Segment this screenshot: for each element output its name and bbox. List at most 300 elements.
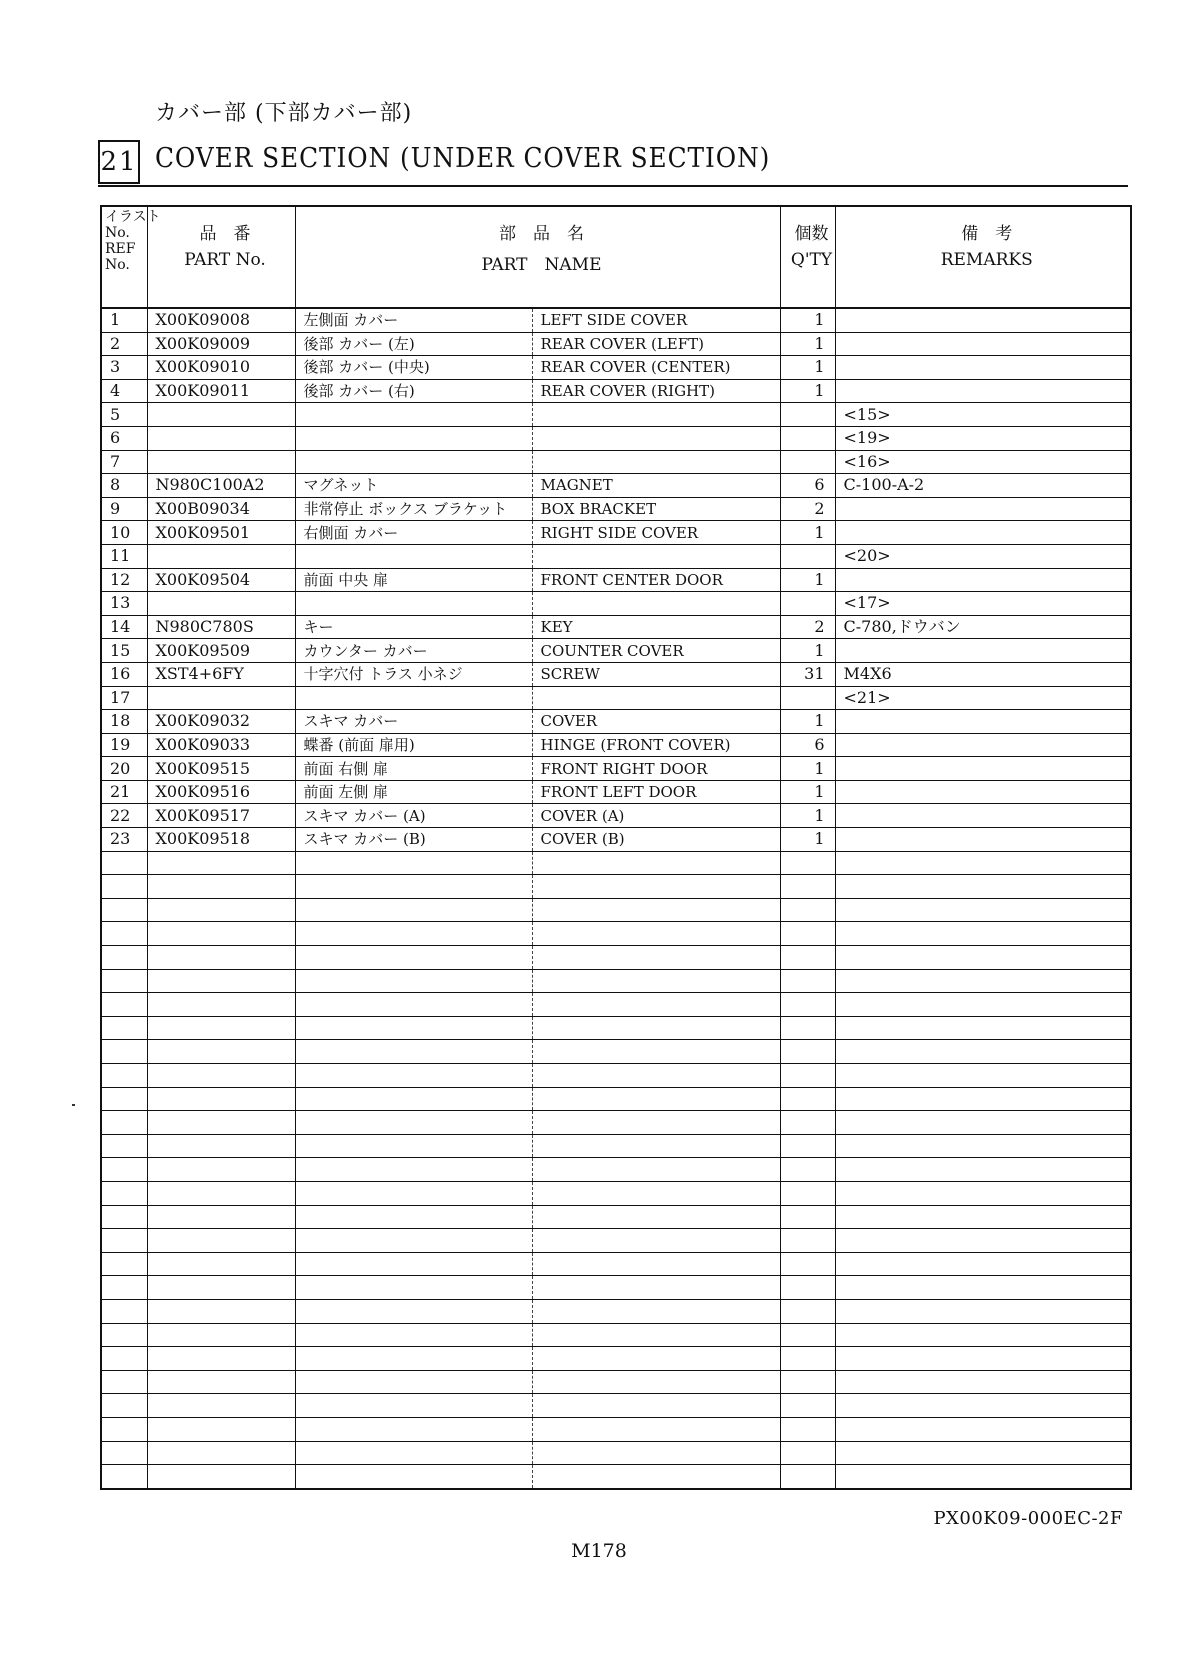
blank-table-row <box>101 1181 1131 1205</box>
blank-ref-cell <box>101 1370 147 1394</box>
part-name-jp-cell: 後部 カバー (左) <box>295 332 532 356</box>
blank-part-name-en-cell <box>532 1134 780 1158</box>
blank-table-row <box>101 1134 1131 1158</box>
blank-part-name-jp-cell <box>295 1323 532 1347</box>
blank-ref-cell <box>101 1064 147 1088</box>
blank-part-name-jp-cell <box>295 1276 532 1300</box>
part-name-jp-cell: スキマ カバー (B) <box>295 828 532 852</box>
part-no-cell: X00B09034 <box>147 497 295 521</box>
qty-cell: 6 <box>780 733 835 757</box>
blank-table-row <box>101 993 1131 1017</box>
remarks-cell: M4X6 <box>835 662 1131 686</box>
part-name-en-cell: FRONT RIGHT DOOR <box>532 757 780 781</box>
part-name-en-cell: COVER (A) <box>532 804 780 828</box>
en-section-title: COVER SECTION (UNDER COVER SECTION) <box>155 143 771 174</box>
part-no-cell: X00K09517 <box>147 804 295 828</box>
part-name-en-cell: COVER (B) <box>532 828 780 852</box>
remarks-cell: <16> <box>835 450 1131 474</box>
blank-part-name-jp-cell <box>295 1040 532 1064</box>
blank-part-no-cell <box>147 1181 295 1205</box>
table-row <box>101 379 1131 403</box>
remarks-cell <box>835 828 1131 852</box>
part-name-jp-cell <box>295 426 532 450</box>
ref-cell: 6 <box>101 426 147 450</box>
blank-part-no-cell <box>147 1323 295 1347</box>
ref-cell: 22 <box>101 804 147 828</box>
part-name-en-cell: SCREW <box>532 662 780 686</box>
part-name-en-cell: REAR COVER (LEFT) <box>532 332 780 356</box>
table-row <box>101 308 1131 332</box>
part-no-cell <box>147 686 295 710</box>
qty-cell: 1 <box>780 757 835 781</box>
part-no-cell: X00K09009 <box>147 332 295 356</box>
ref-cell: 8 <box>101 474 147 498</box>
blank-part-no-cell <box>147 1347 295 1371</box>
qty-header: 個数 Q'TY <box>780 206 835 308</box>
qty-cell <box>780 544 835 568</box>
blank-table-row <box>101 1158 1131 1182</box>
blank-qty-cell <box>780 851 835 875</box>
qty-cell: 2 <box>780 497 835 521</box>
ref-cell: 7 <box>101 450 147 474</box>
blank-part-no-cell <box>147 1276 295 1300</box>
ref-cell: 17 <box>101 686 147 710</box>
remarks-cell: <17> <box>835 592 1131 616</box>
qty-cell: 31 <box>780 662 835 686</box>
blank-qty-cell <box>780 875 835 899</box>
blank-part-name-en-cell <box>532 1323 780 1347</box>
blank-table-row <box>101 1417 1131 1441</box>
part-name-jp-cell: マグネット <box>295 474 532 498</box>
qty-cell: 6 <box>780 474 835 498</box>
table-row <box>101 450 1131 474</box>
blank-part-no-cell <box>147 1158 295 1182</box>
ref-cell: 20 <box>101 757 147 781</box>
blank-ref-cell <box>101 946 147 970</box>
part-name-jp-cell: 後部 カバー (中央) <box>295 356 532 380</box>
qty-cell: 1 <box>780 639 835 663</box>
blank-table-row <box>101 1087 1131 1111</box>
part-no-cell: X00K09509 <box>147 639 295 663</box>
blank-part-name-jp-cell <box>295 1064 532 1088</box>
ref-cell: 12 <box>101 568 147 592</box>
blank-remarks-cell <box>835 993 1131 1017</box>
remarks-cell: <20> <box>835 544 1131 568</box>
blank-part-name-jp-cell <box>295 1087 532 1111</box>
part-no-cell: X00K09515 <box>147 757 295 781</box>
ref-cell: 15 <box>101 639 147 663</box>
blank-qty-cell <box>780 1417 835 1441</box>
remarks-cell <box>835 804 1131 828</box>
blank-part-name-jp-cell <box>295 1134 532 1158</box>
part-name-en-cell: MAGNET <box>532 474 780 498</box>
blank-qty-cell <box>780 1087 835 1111</box>
blank-part-name-en-cell <box>532 1347 780 1371</box>
blank-part-no-cell <box>147 1394 295 1418</box>
blank-table-row <box>101 1229 1131 1253</box>
blank-part-name-jp-cell <box>295 1465 532 1489</box>
part-name-jp-cell: 前面 左側 扉 <box>295 780 532 804</box>
table-row <box>101 568 1131 592</box>
qty-cell: 1 <box>780 332 835 356</box>
ref-cell: 11 <box>101 544 147 568</box>
blank-part-name-en-cell <box>532 1040 780 1064</box>
blank-part-name-jp-cell <box>295 969 532 993</box>
blank-ref-cell <box>101 1111 147 1135</box>
qty-cell: 1 <box>780 828 835 852</box>
part-name-en-cell: LEFT SIDE COVER <box>532 308 780 332</box>
blank-remarks-cell <box>835 1299 1131 1323</box>
blank-remarks-cell <box>835 1347 1131 1371</box>
blank-qty-cell <box>780 1347 835 1371</box>
remarks-cell: <15> <box>835 403 1131 427</box>
blank-part-name-jp-cell <box>295 1252 532 1276</box>
parts-table-body <box>101 308 1131 1489</box>
part-name-jp-cell: 蝶番 (前面 扉用) <box>295 733 532 757</box>
table-row <box>101 804 1131 828</box>
blank-part-name-jp-cell <box>295 1370 532 1394</box>
blank-ref-cell <box>101 1134 147 1158</box>
part-no-cell: XST4+6FY <box>147 662 295 686</box>
qty-cell: 1 <box>780 521 835 545</box>
part-name-header: 部 品 名 PART NAME <box>295 206 780 308</box>
blank-qty-cell <box>780 1064 835 1088</box>
blank-table-row <box>101 1394 1131 1418</box>
remarks-cell <box>835 521 1131 545</box>
part-no-cell <box>147 544 295 568</box>
qty-cell: 1 <box>780 379 835 403</box>
blank-remarks-cell <box>835 969 1131 993</box>
remarks-cell <box>835 780 1131 804</box>
blank-part-name-en-cell <box>532 1441 780 1465</box>
blank-ref-cell <box>101 1205 147 1229</box>
blank-qty-cell <box>780 1323 835 1347</box>
part-name-en-cell: COVER <box>532 710 780 734</box>
part-name-en-cell: FRONT CENTER DOOR <box>532 568 780 592</box>
ref-cell: 2 <box>101 332 147 356</box>
blank-part-name-jp-cell <box>295 1111 532 1135</box>
blank-part-name-jp-cell <box>295 1205 532 1229</box>
blank-table-row <box>101 969 1131 993</box>
blank-part-no-cell <box>147 1252 295 1276</box>
parts-list-table <box>100 205 1132 1490</box>
blank-qty-cell <box>780 1252 835 1276</box>
table-row <box>101 733 1131 757</box>
jp-section-title: カバー部 (下部カバー部) <box>155 101 413 126</box>
qty-cell: 1 <box>780 308 835 332</box>
blank-part-name-en-cell <box>532 851 780 875</box>
ref-cell: 14 <box>101 615 147 639</box>
blank-part-name-jp-cell <box>295 898 532 922</box>
part-name-jp-cell <box>295 686 532 710</box>
blank-part-name-en-cell <box>532 1087 780 1111</box>
blank-qty-cell <box>780 922 835 946</box>
table-row <box>101 426 1131 450</box>
part-name-en-cell <box>532 403 780 427</box>
blank-part-name-en-cell <box>532 1252 780 1276</box>
blank-table-row <box>101 1465 1131 1489</box>
blank-part-name-en-cell <box>532 1111 780 1135</box>
blank-part-name-jp-cell <box>295 1016 532 1040</box>
blank-part-name-jp-cell <box>295 1299 532 1323</box>
blank-remarks-cell <box>835 1323 1131 1347</box>
blank-ref-cell <box>101 1016 147 1040</box>
part-name-en-cell <box>532 426 780 450</box>
blank-table-row <box>101 1111 1131 1135</box>
blank-part-no-cell <box>147 1299 295 1323</box>
blank-qty-cell <box>780 1158 835 1182</box>
blank-part-name-en-cell <box>532 946 780 970</box>
part-name-en-cell: HINGE (FRONT COVER) <box>532 733 780 757</box>
part-name-jp-cell: キー <box>295 615 532 639</box>
ref-cell: 13 <box>101 592 147 616</box>
blank-qty-cell <box>780 1299 835 1323</box>
table-row <box>101 403 1131 427</box>
qty-cell: 1 <box>780 804 835 828</box>
remarks-cell <box>835 733 1131 757</box>
part-name-jp-cell: スキマ カバー <box>295 710 532 734</box>
blank-qty-cell <box>780 1465 835 1489</box>
blank-qty-cell <box>780 1134 835 1158</box>
blank-part-no-cell <box>147 1016 295 1040</box>
blank-part-no-cell <box>147 993 295 1017</box>
blank-part-no-cell <box>147 969 295 993</box>
ref-cell: 10 <box>101 521 147 545</box>
blank-part-name-jp-cell <box>295 1158 532 1182</box>
qty-cell <box>780 426 835 450</box>
part-name-en-cell <box>532 686 780 710</box>
part-name-jp-cell: 左側面 カバー <box>295 308 532 332</box>
blank-part-name-en-cell <box>532 1205 780 1229</box>
blank-table-row <box>101 1276 1131 1300</box>
ref-cell: 16 <box>101 662 147 686</box>
blank-remarks-cell <box>835 851 1131 875</box>
blank-remarks-cell <box>835 1441 1131 1465</box>
blank-part-no-cell <box>147 1417 295 1441</box>
blank-qty-cell <box>780 1276 835 1300</box>
ref-cell: 23 <box>101 828 147 852</box>
table-row <box>101 544 1131 568</box>
part-name-en-cell: RIGHT SIDE COVER <box>532 521 780 545</box>
blank-table-row <box>101 1252 1131 1276</box>
part-name-jp-cell: スキマ カバー (A) <box>295 804 532 828</box>
blank-remarks-cell <box>835 1040 1131 1064</box>
blank-remarks-cell <box>835 922 1131 946</box>
blank-qty-cell <box>780 1016 835 1040</box>
blank-ref-cell <box>101 1087 147 1111</box>
blank-table-row <box>101 1441 1131 1465</box>
qty-cell: 2 <box>780 615 835 639</box>
part-name-en-cell <box>532 450 780 474</box>
remarks-cell <box>835 639 1131 663</box>
part-no-header: 品 番 PART No. <box>147 206 295 308</box>
part-name-en-cell <box>532 544 780 568</box>
table-row <box>101 497 1131 521</box>
blank-part-name-en-cell <box>532 1276 780 1300</box>
blank-part-name-en-cell <box>532 1394 780 1418</box>
blank-remarks-cell <box>835 1064 1131 1088</box>
blank-ref-cell <box>101 1299 147 1323</box>
blank-ref-cell <box>101 1158 147 1182</box>
blank-part-no-cell <box>147 851 295 875</box>
part-name-jp-cell <box>295 592 532 616</box>
qty-cell <box>780 450 835 474</box>
ref-cell: 18 <box>101 710 147 734</box>
part-name-en-cell: COUNTER COVER <box>532 639 780 663</box>
blank-part-no-cell <box>147 1087 295 1111</box>
part-name-en-cell: KEY <box>532 615 780 639</box>
blank-ref-cell <box>101 993 147 1017</box>
remarks-cell <box>835 356 1131 380</box>
ref-cell: 19 <box>101 733 147 757</box>
blank-part-no-cell <box>147 1040 295 1064</box>
blank-table-row <box>101 1370 1131 1394</box>
table-row <box>101 686 1131 710</box>
part-no-cell <box>147 426 295 450</box>
blank-remarks-cell <box>835 1370 1131 1394</box>
blank-ref-cell <box>101 969 147 993</box>
blank-part-name-en-cell <box>532 1465 780 1489</box>
blank-part-name-jp-cell <box>295 993 532 1017</box>
qty-cell: 1 <box>780 356 835 380</box>
blank-part-name-en-cell <box>532 1370 780 1394</box>
blank-qty-cell <box>780 993 835 1017</box>
blank-remarks-cell <box>835 1087 1131 1111</box>
ref-cell: 5 <box>101 403 147 427</box>
table-row <box>101 356 1131 380</box>
blank-part-name-jp-cell <box>295 1181 532 1205</box>
blank-part-name-en-cell <box>532 1229 780 1253</box>
qty-cell <box>780 592 835 616</box>
blank-ref-cell <box>101 1441 147 1465</box>
remarks-cell: <21> <box>835 686 1131 710</box>
blank-table-row <box>101 1323 1131 1347</box>
blank-part-name-jp-cell <box>295 851 532 875</box>
blank-part-no-cell <box>147 1205 295 1229</box>
stray-mark <box>72 1104 75 1106</box>
part-no-cell: X00K09516 <box>147 780 295 804</box>
blank-table-row <box>101 898 1131 922</box>
blank-part-name-en-cell <box>532 969 780 993</box>
blank-ref-cell <box>101 898 147 922</box>
blank-ref-cell <box>101 1252 147 1276</box>
remarks-cell: C-780,ドウバン <box>835 615 1131 639</box>
qty-cell: 1 <box>780 568 835 592</box>
blank-remarks-cell <box>835 1016 1131 1040</box>
blank-qty-cell <box>780 969 835 993</box>
ref-no-header: イラスト No. REF No. <box>101 206 147 308</box>
table-row <box>101 521 1131 545</box>
blank-part-name-en-cell <box>532 898 780 922</box>
blank-qty-cell <box>780 1111 835 1135</box>
blank-part-name-en-cell <box>532 922 780 946</box>
part-name-jp-cell: 後部 カバー (右) <box>295 379 532 403</box>
blank-table-row <box>101 1016 1131 1040</box>
page-number: M178 <box>571 1540 627 1562</box>
blank-ref-cell <box>101 1394 147 1418</box>
blank-part-name-en-cell <box>532 1064 780 1088</box>
table-row <box>101 474 1131 498</box>
blank-table-row <box>101 1205 1131 1229</box>
blank-part-no-cell <box>147 946 295 970</box>
blank-remarks-cell <box>835 1205 1131 1229</box>
blank-part-name-jp-cell <box>295 1229 532 1253</box>
blank-qty-cell <box>780 1394 835 1418</box>
remarks-cell <box>835 308 1131 332</box>
table-row <box>101 332 1131 356</box>
blank-ref-cell <box>101 1417 147 1441</box>
blank-part-name-jp-cell <box>295 875 532 899</box>
remarks-cell <box>835 757 1131 781</box>
remarks-cell <box>835 710 1131 734</box>
part-no-cell: X00K09501 <box>147 521 295 545</box>
blank-part-no-cell <box>147 1370 295 1394</box>
ref-cell: 9 <box>101 497 147 521</box>
table-row <box>101 592 1131 616</box>
ref-cell: 21 <box>101 780 147 804</box>
blank-qty-cell <box>780 1370 835 1394</box>
part-no-cell: X00K09008 <box>147 308 295 332</box>
remarks-cell <box>835 332 1131 356</box>
blank-part-no-cell <box>147 922 295 946</box>
blank-qty-cell <box>780 1040 835 1064</box>
qty-cell: 1 <box>780 710 835 734</box>
blank-remarks-cell <box>835 1394 1131 1418</box>
remarks-cell <box>835 497 1131 521</box>
blank-part-no-cell <box>147 1465 295 1489</box>
blank-remarks-cell <box>835 1229 1131 1253</box>
blank-table-row <box>101 1064 1131 1088</box>
part-no-cell: N980C100A2 <box>147 474 295 498</box>
blank-remarks-cell <box>835 898 1131 922</box>
remarks-header: 備 考 REMARKS <box>835 206 1131 308</box>
part-no-cell: X00K09032 <box>147 710 295 734</box>
blank-part-name-en-cell <box>532 1417 780 1441</box>
blank-part-no-cell <box>147 898 295 922</box>
blank-remarks-cell <box>835 1417 1131 1441</box>
table-row <box>101 710 1131 734</box>
blank-qty-cell <box>780 1229 835 1253</box>
blank-table-row <box>101 922 1131 946</box>
blank-part-name-jp-cell <box>295 1394 532 1418</box>
remarks-cell <box>835 379 1131 403</box>
section-number-box: 21 <box>98 140 140 184</box>
blank-table-row <box>101 1347 1131 1371</box>
document-code: PX00K09-000EC-2F <box>933 1508 1123 1529</box>
blank-part-no-cell <box>147 1111 295 1135</box>
blank-part-name-en-cell <box>532 875 780 899</box>
table-row <box>101 780 1131 804</box>
part-no-cell: X00K09010 <box>147 356 295 380</box>
qty-cell <box>780 403 835 427</box>
blank-remarks-cell <box>835 1134 1131 1158</box>
blank-qty-cell <box>780 946 835 970</box>
blank-part-name-en-cell <box>532 1158 780 1182</box>
part-no-cell: X00K09504 <box>147 568 295 592</box>
part-name-en-cell: FRONT LEFT DOOR <box>532 780 780 804</box>
part-name-en-cell: REAR COVER (RIGHT) <box>532 379 780 403</box>
table-row <box>101 662 1131 686</box>
remarks-cell <box>835 568 1131 592</box>
blank-part-name-en-cell <box>532 1181 780 1205</box>
part-no-cell <box>147 592 295 616</box>
blank-part-name-en-cell <box>532 993 780 1017</box>
blank-ref-cell <box>101 1465 147 1489</box>
part-no-cell: X00K09011 <box>147 379 295 403</box>
blank-ref-cell <box>101 1347 147 1371</box>
part-name-en-cell: BOX BRACKET <box>532 497 780 521</box>
blank-ref-cell <box>101 1323 147 1347</box>
